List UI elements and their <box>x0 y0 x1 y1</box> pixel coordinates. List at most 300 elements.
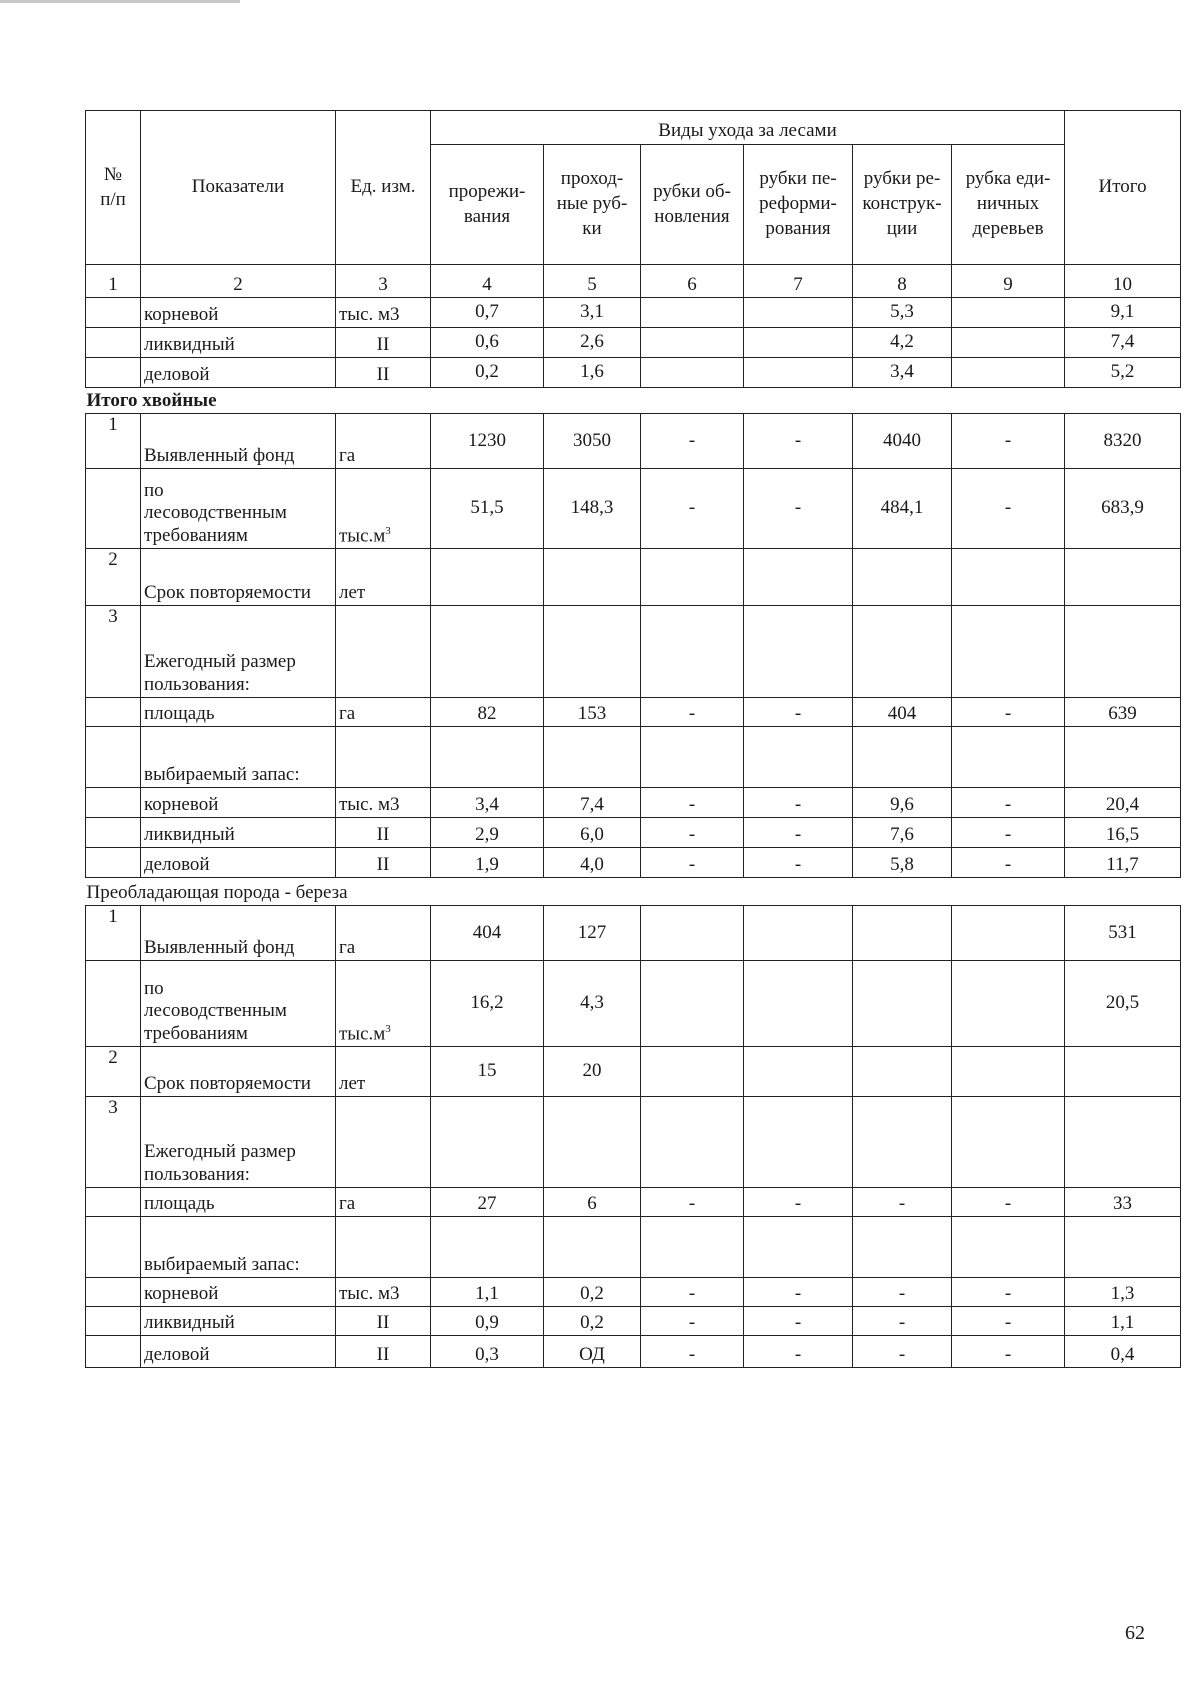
row-label-text: корневой <box>144 794 219 816</box>
value-cell <box>744 961 853 1047</box>
table-row <box>86 298 1181 328</box>
row-unit <box>336 1217 431 1278</box>
value-cell <box>744 727 853 788</box>
row-label-text: Срок повторяемости <box>144 1073 311 1095</box>
value-cell <box>544 1217 641 1278</box>
value-cell <box>1065 1097 1181 1188</box>
value-cell <box>641 1097 744 1188</box>
row-unit <box>336 1047 431 1097</box>
value-cell: 1,1 <box>431 1278 544 1307</box>
row-unit-text: II <box>376 1344 390 1366</box>
row-unit-text: II <box>376 1312 390 1334</box>
value-cell: 0,6 <box>431 328 544 358</box>
value-cell <box>853 549 952 606</box>
row-label <box>141 298 336 328</box>
value-cell: 15 <box>431 1047 544 1097</box>
row-label <box>141 1047 336 1097</box>
value-cell <box>744 606 853 698</box>
value-cell: - <box>744 698 853 727</box>
value-cell: 4040 <box>853 414 952 469</box>
value-cell: 4,3 <box>544 961 641 1047</box>
header-type-label: рубка еди- ничных деревьев <box>965 168 1051 239</box>
header-type-3 <box>641 145 744 265</box>
value-cell: - <box>952 788 1065 818</box>
table-row <box>86 606 1181 698</box>
row-num: 3 <box>86 1097 141 1188</box>
value-cell: 1,1 <box>1065 1307 1181 1336</box>
value-cell: 127 <box>544 906 641 961</box>
value-cell: 0,3 <box>431 1336 544 1368</box>
row-label <box>141 606 336 698</box>
header-type-label: рубки пе- реформи- рования <box>759 168 837 239</box>
table-row <box>86 328 1181 358</box>
value-cell <box>1065 1217 1181 1278</box>
value-cell: 404 <box>853 698 952 727</box>
value-cell: 16,2 <box>431 961 544 1047</box>
section-row <box>86 388 1181 414</box>
row-unit <box>336 549 431 606</box>
value-cell: 153 <box>544 698 641 727</box>
value-cell <box>853 906 952 961</box>
value-cell: - <box>641 1307 744 1336</box>
value-cell <box>744 1047 853 1097</box>
header-type-label: прорежи- вания <box>448 180 526 227</box>
row-num <box>86 298 141 328</box>
row-label <box>141 1307 336 1336</box>
value-cell <box>952 549 1065 606</box>
row-unit-text: га <box>339 1193 356 1215</box>
row-num <box>86 848 141 878</box>
row-unit <box>336 414 431 469</box>
value-cell <box>952 328 1065 358</box>
value-cell <box>853 961 952 1047</box>
row-label-text: по лесоводственным требованиям <box>144 977 287 1045</box>
row-unit-text: га <box>339 703 356 725</box>
column-number-1: 1 <box>86 265 141 298</box>
value-cell: 639 <box>1065 698 1181 727</box>
value-cell: 5,3 <box>853 298 952 328</box>
value-cell: 0,9 <box>431 1307 544 1336</box>
table-row <box>86 1188 1181 1217</box>
table-row <box>86 1307 1181 1336</box>
column-number-5: 5 <box>544 265 641 298</box>
row-unit-text: га <box>339 445 356 467</box>
header-row-1 <box>86 111 1181 145</box>
header-num-text: № п/п <box>100 163 126 210</box>
value-cell <box>1065 549 1181 606</box>
value-cell <box>431 606 544 698</box>
value-cell: - <box>853 1336 952 1368</box>
section-title: Итого хвойные <box>86 388 1181 414</box>
value-cell: 6 <box>544 1188 641 1217</box>
header-total: Итого <box>1065 111 1181 265</box>
row-unit-text: тыс.м <box>339 525 386 547</box>
table-row <box>86 469 1181 549</box>
row-num <box>86 788 141 818</box>
value-cell <box>641 358 744 388</box>
row-label-text: деловой <box>144 1344 210 1366</box>
value-cell: - <box>744 1188 853 1217</box>
value-cell: 9,6 <box>853 788 952 818</box>
value-cell <box>641 1047 744 1097</box>
header-unit: Ед. изм. <box>336 111 431 265</box>
row-label <box>141 328 336 358</box>
value-cell: - <box>744 469 853 549</box>
value-cell: - <box>641 1336 744 1368</box>
row-label-text: Выявленный фонд <box>144 445 295 467</box>
value-cell: - <box>744 848 853 878</box>
value-cell: - <box>952 414 1065 469</box>
row-label <box>141 1188 336 1217</box>
row-label-text: по лесоводственным требованиям <box>144 479 287 547</box>
column-number-row <box>86 265 1181 298</box>
value-cell <box>641 298 744 328</box>
value-cell: 0,7 <box>431 298 544 328</box>
row-unit-text: лет <box>339 582 366 604</box>
value-cell: 0,4 <box>1065 1336 1181 1368</box>
value-cell: 0,2 <box>431 358 544 388</box>
header-type-5 <box>853 145 952 265</box>
value-cell <box>641 961 744 1047</box>
table-row <box>86 788 1181 818</box>
row-label-text: выбираемый запас: <box>144 764 300 786</box>
value-cell: 20,4 <box>1065 788 1181 818</box>
value-cell <box>641 1217 744 1278</box>
row-label <box>141 1217 336 1278</box>
header-type-4 <box>744 145 853 265</box>
value-cell <box>853 1047 952 1097</box>
row-label-text: ликвидный <box>144 1312 235 1334</box>
forest-care-table <box>85 110 1181 1368</box>
table-row <box>86 414 1181 469</box>
row-label-text: площадь <box>144 703 215 725</box>
row-num <box>86 1188 141 1217</box>
row-unit-text: II <box>376 334 390 356</box>
value-cell <box>853 727 952 788</box>
row-label <box>141 414 336 469</box>
row-unit <box>336 328 431 358</box>
header-type-label: рубки ре- конструк- ции <box>862 168 942 239</box>
section-title: Преобладающая порода - береза <box>86 878 1181 906</box>
row-unit <box>336 358 431 388</box>
value-cell: 3050 <box>544 414 641 469</box>
row-num: 3 <box>86 606 141 698</box>
value-cell: - <box>744 818 853 848</box>
unit-superscript: 3 <box>385 524 391 537</box>
value-cell: - <box>853 1307 952 1336</box>
value-cell: 16,5 <box>1065 818 1181 848</box>
value-cell: 1,9 <box>431 848 544 878</box>
value-cell <box>641 727 744 788</box>
row-unit <box>336 727 431 788</box>
value-cell <box>853 1217 952 1278</box>
value-cell: - <box>744 1307 853 1336</box>
row-num: 1 <box>86 906 141 961</box>
row-num <box>86 961 141 1047</box>
row-label <box>141 788 336 818</box>
value-cell: 1230 <box>431 414 544 469</box>
row-label-text: корневой <box>144 304 219 326</box>
value-cell: - <box>952 1307 1065 1336</box>
value-cell: - <box>641 848 744 878</box>
column-number-10: 10 <box>1065 265 1181 298</box>
column-number-9: 9 <box>952 265 1065 298</box>
row-label-text: Срок повторяемости <box>144 582 311 604</box>
row-num: 1 <box>86 414 141 469</box>
row-label <box>141 1278 336 1307</box>
row-num <box>86 727 141 788</box>
scan-edge-mark <box>0 0 240 3</box>
value-cell: - <box>641 788 744 818</box>
value-cell: - <box>641 469 744 549</box>
row-num <box>86 698 141 727</box>
value-cell: - <box>952 469 1065 549</box>
value-cell: - <box>641 1278 744 1307</box>
value-cell <box>1065 727 1181 788</box>
value-cell: - <box>641 1188 744 1217</box>
row-label <box>141 469 336 549</box>
row-label-text: Выявленный фонд <box>144 937 295 959</box>
value-cell: - <box>952 1336 1065 1368</box>
value-cell <box>952 906 1065 961</box>
row-label <box>141 549 336 606</box>
row-label-text: площадь <box>144 1193 215 1215</box>
value-cell <box>952 1097 1065 1188</box>
column-number-4: 4 <box>431 265 544 298</box>
value-cell: - <box>641 818 744 848</box>
row-num <box>86 1278 141 1307</box>
value-cell <box>952 358 1065 388</box>
table-row <box>86 961 1181 1047</box>
value-cell <box>1065 606 1181 698</box>
table-row <box>86 358 1181 388</box>
value-cell: 404 <box>431 906 544 961</box>
value-cell <box>744 549 853 606</box>
value-cell: - <box>744 1336 853 1368</box>
row-label <box>141 358 336 388</box>
value-cell <box>952 298 1065 328</box>
row-unit-text: тыс. м3 <box>339 1283 400 1305</box>
row-num <box>86 358 141 388</box>
table-row <box>86 549 1181 606</box>
row-unit-text: га <box>339 937 356 959</box>
value-cell: 1,3 <box>1065 1278 1181 1307</box>
header-indicator: Показатели <box>141 111 336 265</box>
value-cell <box>744 1097 853 1188</box>
value-cell <box>431 549 544 606</box>
value-cell: 0,2 <box>544 1307 641 1336</box>
value-cell: - <box>952 1278 1065 1307</box>
row-label <box>141 727 336 788</box>
value-cell: 8320 <box>1065 414 1181 469</box>
value-cell: ОД <box>544 1336 641 1368</box>
section-row <box>86 878 1181 906</box>
value-cell: 7,6 <box>853 818 952 848</box>
row-unit <box>336 298 431 328</box>
value-cell: - <box>952 818 1065 848</box>
value-cell: 3,4 <box>853 358 952 388</box>
row-label <box>141 818 336 848</box>
table-row <box>86 1278 1181 1307</box>
value-cell: 148,3 <box>544 469 641 549</box>
row-unit <box>336 606 431 698</box>
value-cell <box>544 606 641 698</box>
table-row <box>86 906 1181 961</box>
row-unit <box>336 1097 431 1188</box>
table-row <box>86 848 1181 878</box>
value-cell <box>641 606 744 698</box>
row-unit <box>336 1307 431 1336</box>
column-number-7: 7 <box>744 265 853 298</box>
value-cell <box>641 549 744 606</box>
value-cell: 1,6 <box>544 358 641 388</box>
value-cell: - <box>853 1188 952 1217</box>
row-unit <box>336 961 431 1047</box>
column-number-6: 6 <box>641 265 744 298</box>
value-cell <box>853 606 952 698</box>
row-unit-text: II <box>376 854 390 876</box>
row-label-text: ликвидный <box>144 334 235 356</box>
table-row <box>86 818 1181 848</box>
value-cell: 20,5 <box>1065 961 1181 1047</box>
row-unit-text: тыс. м3 <box>339 304 400 326</box>
value-cell: 3,1 <box>544 298 641 328</box>
table-row <box>86 1336 1181 1368</box>
row-unit <box>336 1278 431 1307</box>
column-number-8: 8 <box>853 265 952 298</box>
value-cell <box>952 727 1065 788</box>
row-unit <box>336 788 431 818</box>
row-num <box>86 328 141 358</box>
row-num <box>86 818 141 848</box>
value-cell: 33 <box>1065 1188 1181 1217</box>
row-unit <box>336 1188 431 1217</box>
value-cell: 484,1 <box>853 469 952 549</box>
row-unit <box>336 698 431 727</box>
value-cell <box>1065 1047 1181 1097</box>
value-cell <box>744 298 853 328</box>
table-row <box>86 1217 1181 1278</box>
value-cell <box>544 549 641 606</box>
row-num <box>86 1336 141 1368</box>
value-cell <box>544 1097 641 1188</box>
row-label <box>141 1336 336 1368</box>
row-label <box>141 848 336 878</box>
value-cell <box>431 727 544 788</box>
value-cell: - <box>641 414 744 469</box>
row-label-text: выбираемый запас: <box>144 1254 300 1276</box>
value-cell: - <box>952 698 1065 727</box>
row-unit-text: тыс.м <box>339 1023 386 1045</box>
value-cell: - <box>952 848 1065 878</box>
row-unit-text: II <box>376 364 390 386</box>
value-cell: 2,9 <box>431 818 544 848</box>
value-cell: - <box>952 1188 1065 1217</box>
value-cell: 683,9 <box>1065 469 1181 549</box>
column-number-3: 3 <box>336 265 431 298</box>
row-label <box>141 961 336 1047</box>
value-cell: - <box>744 414 853 469</box>
value-cell <box>641 906 744 961</box>
page-number: 62 <box>1125 1622 1145 1644</box>
row-num <box>86 1217 141 1278</box>
row-unit <box>336 818 431 848</box>
table-row <box>86 1097 1181 1188</box>
value-cell: - <box>641 698 744 727</box>
row-unit <box>336 1336 431 1368</box>
row-label <box>141 698 336 727</box>
row-label-text: Ежегодный размер пользования: <box>144 651 296 696</box>
value-cell <box>641 328 744 358</box>
value-cell: 0,2 <box>544 1278 641 1307</box>
row-label-text: корневой <box>144 1283 219 1305</box>
value-cell <box>431 1097 544 1188</box>
row-unit-text: лет <box>339 1073 366 1095</box>
column-number-2: 2 <box>141 265 336 298</box>
row-unit <box>336 906 431 961</box>
value-cell: 5,2 <box>1065 358 1181 388</box>
value-cell <box>544 727 641 788</box>
row-unit-text: тыс. м3 <box>339 794 400 816</box>
row-num <box>86 469 141 549</box>
row-unit <box>336 848 431 878</box>
value-cell <box>853 1097 952 1188</box>
row-unit-text: II <box>376 824 390 846</box>
value-cell: 20 <box>544 1047 641 1097</box>
value-cell: 11,7 <box>1065 848 1181 878</box>
header-num <box>86 111 141 265</box>
table-row <box>86 698 1181 727</box>
table-row <box>86 1047 1181 1097</box>
value-cell: 51,5 <box>431 469 544 549</box>
value-cell: - <box>853 1278 952 1307</box>
row-num <box>86 1307 141 1336</box>
row-label <box>141 1097 336 1188</box>
value-cell <box>431 1217 544 1278</box>
value-cell: 4,2 <box>853 328 952 358</box>
value-cell: 27 <box>431 1188 544 1217</box>
value-cell <box>744 328 853 358</box>
value-cell: 531 <box>1065 906 1181 961</box>
row-unit <box>336 469 431 549</box>
value-cell <box>952 606 1065 698</box>
row-num: 2 <box>86 1047 141 1097</box>
header-type-1 <box>431 145 544 265</box>
row-label-text: ликвидный <box>144 824 235 846</box>
value-cell <box>952 1217 1065 1278</box>
value-cell: 7,4 <box>1065 328 1181 358</box>
row-label-text: Ежегодный размер пользования: <box>144 1141 296 1186</box>
value-cell <box>744 906 853 961</box>
value-cell: 4,0 <box>544 848 641 878</box>
row-num: 2 <box>86 549 141 606</box>
unit-superscript: 3 <box>385 1022 391 1035</box>
value-cell: 9,1 <box>1065 298 1181 328</box>
value-cell: - <box>744 788 853 818</box>
header-type-label: проход- ные руб- ки <box>556 168 628 239</box>
value-cell: 6,0 <box>544 818 641 848</box>
value-cell <box>952 1047 1065 1097</box>
header-care-types: Виды ухода за лесами <box>431 111 1065 145</box>
row-label <box>141 906 336 961</box>
value-cell <box>744 1217 853 1278</box>
value-cell <box>952 961 1065 1047</box>
value-cell: 5,8 <box>853 848 952 878</box>
value-cell: 7,4 <box>544 788 641 818</box>
value-cell: 2,6 <box>544 328 641 358</box>
header-type-label: рубки об- новления <box>653 180 731 227</box>
value-cell: 82 <box>431 698 544 727</box>
